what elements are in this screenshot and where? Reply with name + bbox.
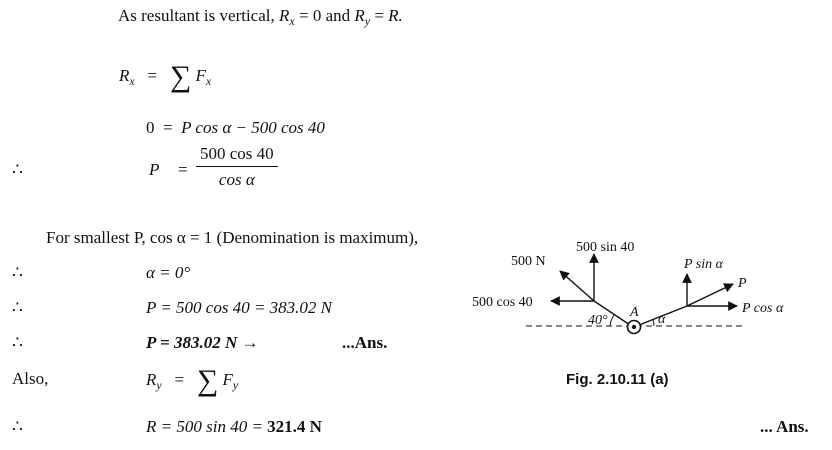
ry-sum-equation: $R_y$ = ∑ $F_y$	[146, 364, 239, 397]
rx-symbol: $R_x$	[279, 6, 295, 28]
therefore-symbol-5: ∴	[12, 417, 23, 436]
p-value-equation: P = 500 cos 40 = 383.02 N	[146, 298, 333, 317]
p-answer: P = 383.02 N →	[146, 333, 259, 352]
therefore-symbol-1: ∴	[12, 160, 23, 179]
r-final-value: 321.4 N	[267, 417, 322, 436]
label-alpha: α	[658, 312, 666, 327]
arrow-P	[687, 284, 733, 306]
label-P: P	[738, 276, 747, 291]
arrow-500N	[560, 271, 594, 301]
angle-arc-alpha	[653, 320, 654, 326]
r-final-equation: R = 500 sin 40 = 321.4 N	[146, 417, 322, 436]
intro-text: As resultant is vertical,	[118, 6, 275, 25]
therefore-symbol-3: ∴	[12, 298, 23, 317]
label-Pcosa: P cos α	[742, 301, 784, 316]
answer-label-2: ... Ans.	[760, 417, 809, 436]
rx-sum-equation: $R_x$ = ∑ $F_x$	[119, 60, 212, 93]
therefore-symbol-2: ∴	[12, 263, 23, 282]
fraction-denominator: cos α	[218, 170, 255, 189]
force-diagram	[440, 236, 812, 374]
intro-line: As resultant is vertical, $R_x = 0$ and $R_y = R$.	[118, 6, 403, 28]
zero-equation: 0 = P cos α − 500 cos 40	[146, 118, 325, 137]
p-variable: P	[149, 160, 160, 179]
equals-sign: =	[178, 160, 188, 179]
p-fraction	[196, 144, 278, 190]
label-500cos40: 500 cos 40	[472, 295, 533, 310]
alpha-equation: α = 0°	[146, 263, 191, 282]
figure-caption: Fig. 2.10.11 (a)	[566, 371, 669, 388]
therefore-symbol-4: ∴	[12, 333, 23, 352]
label-500sin40: 500 sin 40	[576, 240, 635, 255]
label-A: A	[630, 305, 639, 320]
angle-arc-40	[610, 315, 614, 326]
fraction-numerator: 500 cos 40	[196, 144, 278, 167]
sigma-symbol: ∑	[169, 60, 192, 93]
smallest-p-text: For smallest P, cos α = 1 (Denomination is maximum),	[46, 228, 419, 247]
answer-label-1: ...Ans.	[342, 333, 388, 352]
label-Psina: P sin α	[684, 257, 723, 272]
label-500N: 500 N	[511, 254, 546, 269]
ry-symbol: $R_y$	[354, 6, 371, 28]
also-label: Also,	[12, 369, 49, 388]
label-40: 40°	[588, 313, 608, 328]
